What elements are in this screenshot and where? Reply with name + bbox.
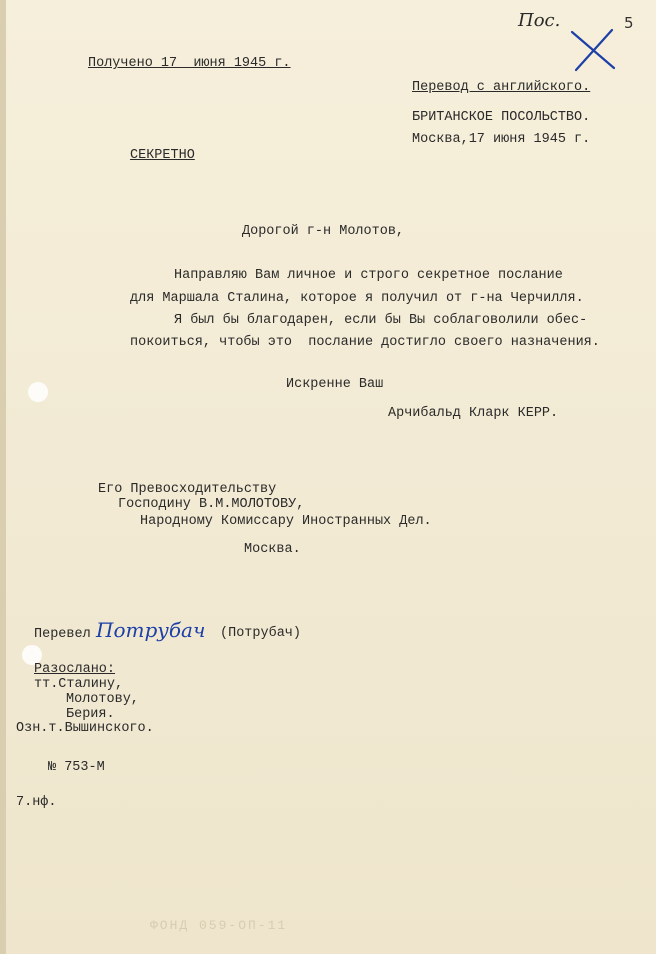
place-date: Москва,17 июня 1945 г. [412, 132, 591, 147]
addressee-city: Москва. [244, 542, 301, 557]
signer-name: Арчибальд Кларк КЕРР. [388, 406, 559, 421]
translator-signature: Потрубач [96, 618, 206, 642]
embassy-name: БРИТАНСКОЕ ПОСОЛЬСТВО. [412, 110, 591, 125]
translator-name: (Потрубач) [220, 626, 302, 641]
copies-note: 7.нф. [16, 795, 57, 810]
body-line: для Маршала Сталина, которое я получил от г-на Черчилля. [130, 291, 584, 306]
faint-archive-stamp: ФОНД 059-ОП-11 [150, 918, 288, 933]
body-line: Я был бы благодарен, если бы Вы соблаговолили обес- [174, 313, 588, 328]
document-number: № 753-М [48, 760, 105, 775]
punch-hole [28, 382, 48, 402]
received-date: Получено 17 июня 1945 г. [88, 56, 291, 71]
addressee-line: Народному Комиссару Иностранных Дел. [140, 514, 432, 529]
secret-mark: СЕКРЕТНО [130, 148, 195, 163]
handwritten-annotation: Пос. [518, 10, 561, 31]
addressee-line: Господину В.М.МОЛОТОВУ, [118, 497, 305, 512]
distributed-label: Разослано: [34, 662, 116, 677]
translator-label: Перевел [34, 627, 91, 642]
body-line: Направляю Вам личное и строго секретное послание [174, 268, 563, 283]
salutation: Дорогой г-н Молотов, [242, 224, 405, 239]
distribution-item: Озн.т.Вышинского. [16, 721, 154, 736]
page-edge [0, 0, 6, 954]
translation-note: Перевод с английского. [412, 80, 591, 95]
blue-cross-mark [568, 26, 620, 74]
page-number: 5 [624, 14, 634, 32]
addressee-line: Его Превосходительству [98, 482, 277, 497]
distribution-item: Молотову, [66, 692, 139, 707]
closing: Искренне Ваш [286, 377, 384, 392]
body-line: покоиться, чтобы это послание достигло своего назначения. [130, 335, 600, 350]
distribution-item: Берия. [66, 707, 115, 722]
distribution-item: тт.Сталину, [34, 677, 124, 692]
